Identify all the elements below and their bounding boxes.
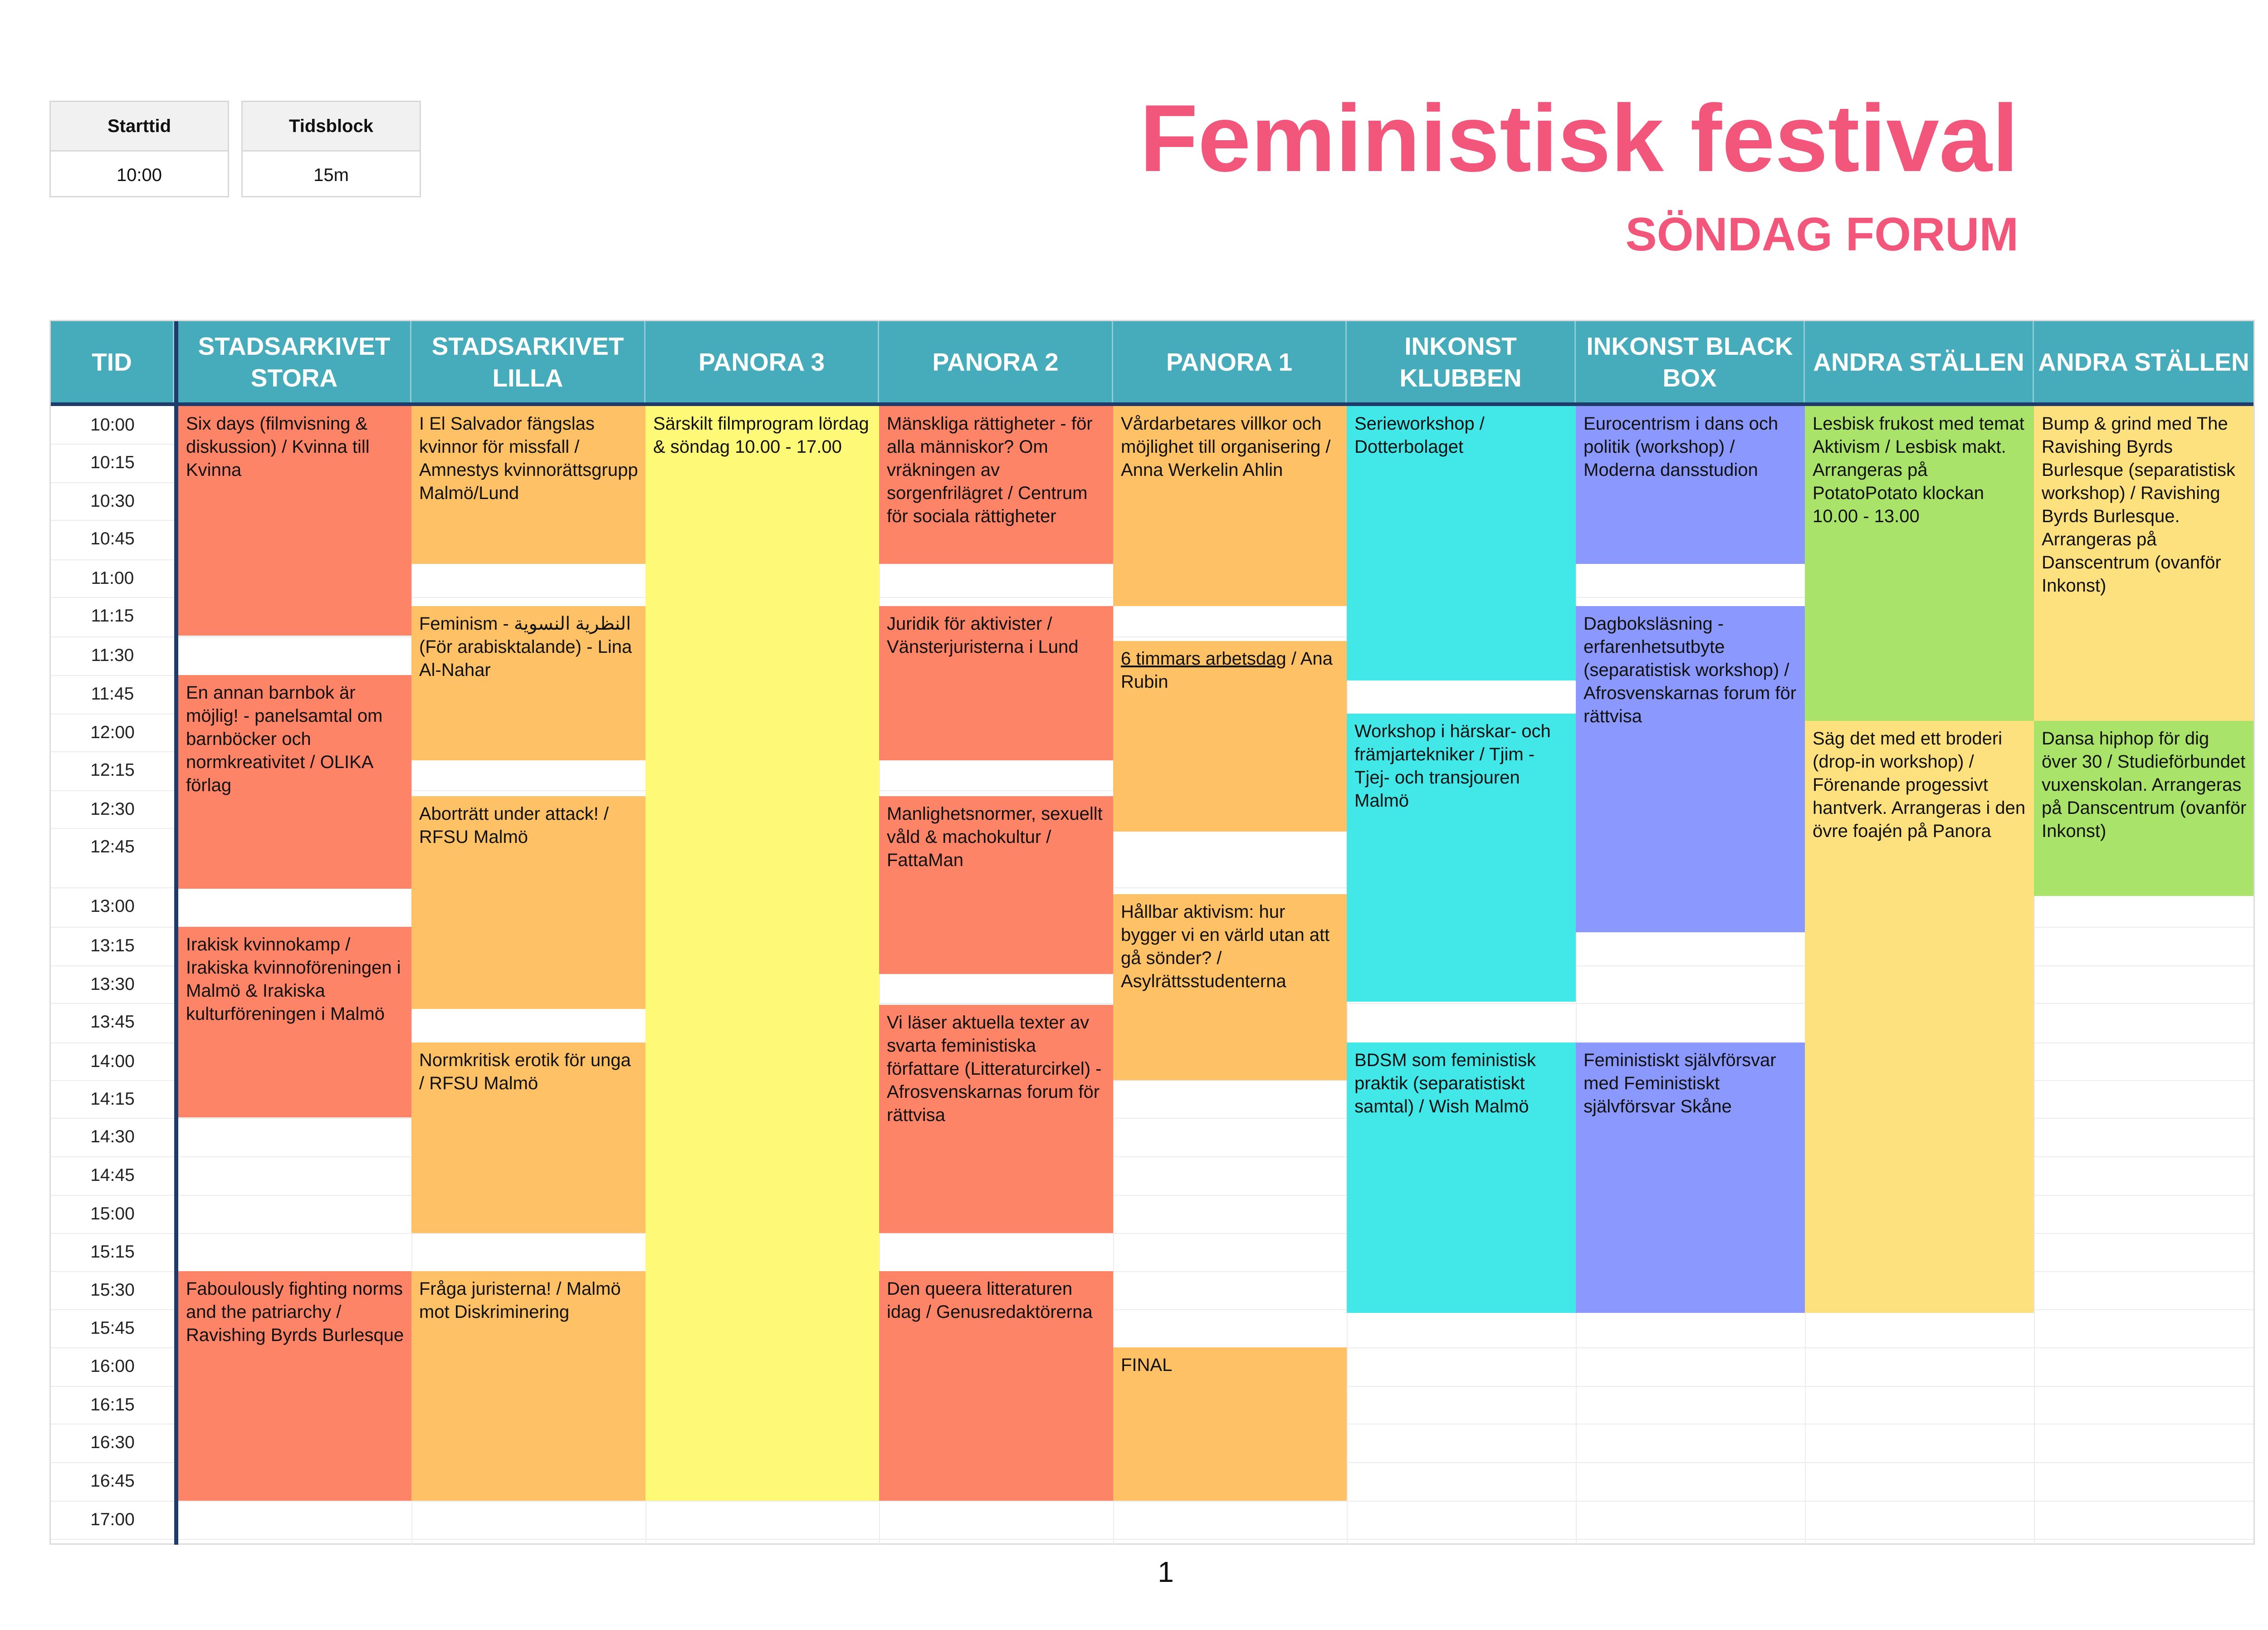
starttid-label: Starttid (51, 102, 228, 150)
event-text: Bump & grind med The Ravishing Byrds Burlesque (separatistisk workshop) / Ravishing Byrds Burlesque. Arrangeras på Danscentrum (ovanför Inkonst) (2042, 414, 2235, 596)
time-label: 14:00 (90, 1052, 135, 1071)
page-title: Feministisk festival (1139, 85, 2019, 191)
time-label: 10:30 (90, 491, 135, 511)
event-text: Dagboksläsning - erfarenhetsutbyte (separatistisk workshop) / Afrosvenskarnas forum för rättvisa (1584, 614, 1797, 726)
time-label: 12:00 (90, 723, 135, 742)
event-cell[interactable] (1576, 606, 1805, 932)
event-text: I El Salvador fängslas kvinnor för missfall / Amnestys kvinnorättsgrupp Malmö/Lund (419, 414, 638, 503)
time-label: 15:15 (90, 1242, 135, 1262)
time-label: 12:45 (90, 837, 135, 857)
column-header-panora-1: PANORA 1 (1113, 321, 1347, 402)
event-cell[interactable] (1576, 406, 1805, 564)
page-number: 1 (1158, 1556, 1174, 1588)
event-text: Serieworkshop / Dotterbolaget (1354, 414, 1485, 457)
event-cell[interactable] (1113, 894, 1347, 1080)
event-cell[interactable] (1805, 406, 2034, 721)
page-subtitle: SÖNDAG FORUM (1625, 208, 2019, 261)
event-text: Faboulously fighting norms and the patriarchy / Ravishing Byrds Burlesque (186, 1279, 404, 1345)
time-label: 16:00 (90, 1356, 135, 1376)
event-text: Fråga juristerna! / Malmö mot Diskriminering (419, 1279, 621, 1322)
event-text-underlined: 6 timmars arbetsdag (1121, 649, 1286, 669)
event-cell[interactable] (879, 1271, 1113, 1501)
event-text: Säg det med ett broderi (drop-in workshop) / Förenande progessivt hantverk. Arrangeras i den övre foajén på Panora (1813, 729, 2026, 841)
event-text: Vi läser aktuella texter av svarta feministiska författare (Litteraturcirkel) - Afrosvenskarnas forum för rättvisa (887, 1013, 1102, 1125)
event-cell[interactable] (178, 927, 411, 1117)
event-cell[interactable] (411, 1271, 645, 1501)
event-text: Feminism - النظرية النسوية (419, 614, 631, 634)
event-text: Dansa hiphop för dig över 30 / Studieförbundet vuxenskolan. Arrangeras på Danscentrum (ovanför Inkonst) (2042, 729, 2247, 841)
event-cell[interactable] (879, 606, 1113, 760)
event-cell[interactable] (1347, 714, 1576, 1002)
tidsblock-label: Tidsblock (243, 102, 420, 150)
event-cell[interactable] (2034, 721, 2253, 896)
event-text-rest: / Ana Rubin (1121, 649, 1333, 692)
event-text: Juridik för aktivister / Vänsterjuristerna i Lund (887, 614, 1079, 657)
row-line (51, 1539, 2253, 1540)
time-label: 15:00 (90, 1204, 135, 1224)
event-cell[interactable] (411, 796, 645, 1009)
event-cell[interactable] (178, 675, 411, 889)
event-cell[interactable] (411, 1043, 645, 1233)
event-cell[interactable] (2034, 406, 2253, 721)
event-cell[interactable] (1347, 406, 1576, 680)
event-text: Lesbisk frukost med temat Aktivism / Lesbisk makt. Arrangeras på PotatoPotato klockan 10.00 - 13.00 (1813, 414, 2024, 526)
time-label: 13:15 (90, 936, 135, 955)
event-cell[interactable] (879, 406, 1113, 564)
time-label: 11:30 (91, 646, 134, 665)
time-label: 13:00 (90, 896, 135, 916)
column-header-andra-stallen-1: ANDRA STÄLLEN (1805, 321, 2034, 402)
schedule-grid (49, 320, 2255, 1545)
column-header-inkonst-black-box: INKONST BLACK BOX (1576, 321, 1805, 402)
event-cell[interactable] (411, 406, 645, 564)
event-cell[interactable] (1347, 1043, 1576, 1313)
time-label: 10:00 (90, 415, 135, 435)
column-header-panora-3: PANORA 3 (645, 321, 879, 402)
time-label: 12:15 (90, 760, 135, 780)
event-text: Särskilt filmprogram lördag & söndag 10.00 - 17.00 (653, 414, 869, 457)
column-header-andra-stallen-2: ANDRA STÄLLEN (2038, 348, 2249, 376)
row-line (51, 1501, 2253, 1502)
time-label: 16:15 (90, 1395, 135, 1415)
event-cell[interactable] (879, 1005, 1113, 1233)
column-header-stadsarkivet-lilla: STADSARKIVET LILLA (411, 321, 645, 402)
event-text: FINAL (1121, 1355, 1173, 1375)
starttid-box (49, 101, 229, 197)
event-text: Irakisk kvinnokamp / Irakiska kvinnoföreningen i Malmö & Irakiska kulturföreningen i Malmö (186, 935, 401, 1024)
time-label: 14:15 (90, 1089, 135, 1109)
event-cell[interactable] (178, 406, 411, 636)
time-label: 13:30 (90, 974, 135, 994)
event-text (1121, 647, 1340, 694)
time-label: 17:00 (90, 1510, 135, 1529)
event-cell[interactable] (879, 796, 1113, 974)
tidsblock-value[interactable]: 15m (243, 150, 420, 199)
event-text: BDSM som feministisk praktik (separatistiskt samtal) / Wish Malmö (1354, 1050, 1536, 1116)
event-text: Normkritisk erotik för unga / RFSU Malmö (419, 1050, 631, 1093)
event-text: Mänskliga rättigheter - för alla människor? Om vräkningen av sorgenfrilägret / Centrum för sociala rättigheter (887, 414, 1093, 526)
event-text: Aborträtt under attack! / RFSU Malmö (419, 804, 609, 847)
column-header-inkonst-klubben: INKONST KLUBBEN (1347, 321, 1576, 402)
event-text: Manlighetsnormer, sexuellt våld & machokultur / FattaMan (887, 804, 1103, 870)
event-cell[interactable] (178, 1271, 411, 1501)
event-cell[interactable] (1113, 406, 1347, 606)
event-text: Hållbar aktivism: hur bygger vi en värld utan att gå sönder? / Asylrättsstudenterna (1121, 902, 1330, 991)
event-text: Six days (filmvisning & diskussion) / Kvinna till Kvinna (186, 414, 370, 480)
time-label: 10:45 (90, 529, 135, 548)
time-label: 16:45 (90, 1471, 135, 1491)
event-cell[interactable] (1805, 721, 2034, 1313)
tidsblock-box (241, 101, 421, 197)
time-label: 14:45 (90, 1165, 135, 1185)
event-cell[interactable] (1113, 1347, 1347, 1501)
column-header-stadsarkivet-stora: STADSARKIVET STORA (178, 321, 411, 402)
time-label: 13:45 (90, 1012, 135, 1032)
header-divider (51, 402, 2253, 406)
event-text: (För arabisktalande) - Lina Al-Nahar (419, 637, 632, 680)
event-text: Eurocentrism i dans och politik (workshop) / Moderna dansstudion (1584, 414, 1779, 480)
time-label: 12:30 (90, 799, 135, 819)
time-label: 15:30 (90, 1280, 135, 1300)
time-label: 15:45 (90, 1318, 135, 1338)
time-label: 11:00 (91, 568, 134, 588)
event-text: Feministiskt självförsvar med Feministiskt självförsvar Skåne (1584, 1050, 1776, 1116)
event-text: Den queera litteraturen idag / Genusredaktörerna (887, 1279, 1093, 1322)
event-cell[interactable] (1576, 1043, 1805, 1313)
event-text: Vårdarbetares villkor och möjlighet till organisering / Anna Werkelin Ahlin (1121, 414, 1331, 480)
column-header-panora-2: PANORA 2 (879, 321, 1113, 402)
event-cell[interactable] (645, 406, 879, 1501)
column-line (1576, 406, 1577, 1545)
time-column-divider (174, 321, 178, 1545)
starttid-value[interactable]: 10:00 (51, 150, 228, 199)
column-header-tid: TID (51, 321, 174, 402)
time-label: 16:30 (90, 1433, 135, 1452)
time-label: 11:15 (91, 606, 134, 626)
event-cell[interactable] (411, 606, 645, 760)
event-text: En annan barnbok är möjlig! - panelsamtal om barnböcker och normkreativitet / OLIKA förlag (186, 683, 383, 795)
event-text: Workshop i härskar- och främjartekniker / Tjim - Tjej- och transjouren Malmö (1354, 721, 1551, 811)
column-header-row (51, 321, 2253, 402)
time-label: 11:45 (91, 684, 134, 704)
time-label: 10:15 (90, 453, 135, 472)
event-cell[interactable] (1113, 641, 1347, 832)
time-label: 14:30 (90, 1127, 135, 1146)
